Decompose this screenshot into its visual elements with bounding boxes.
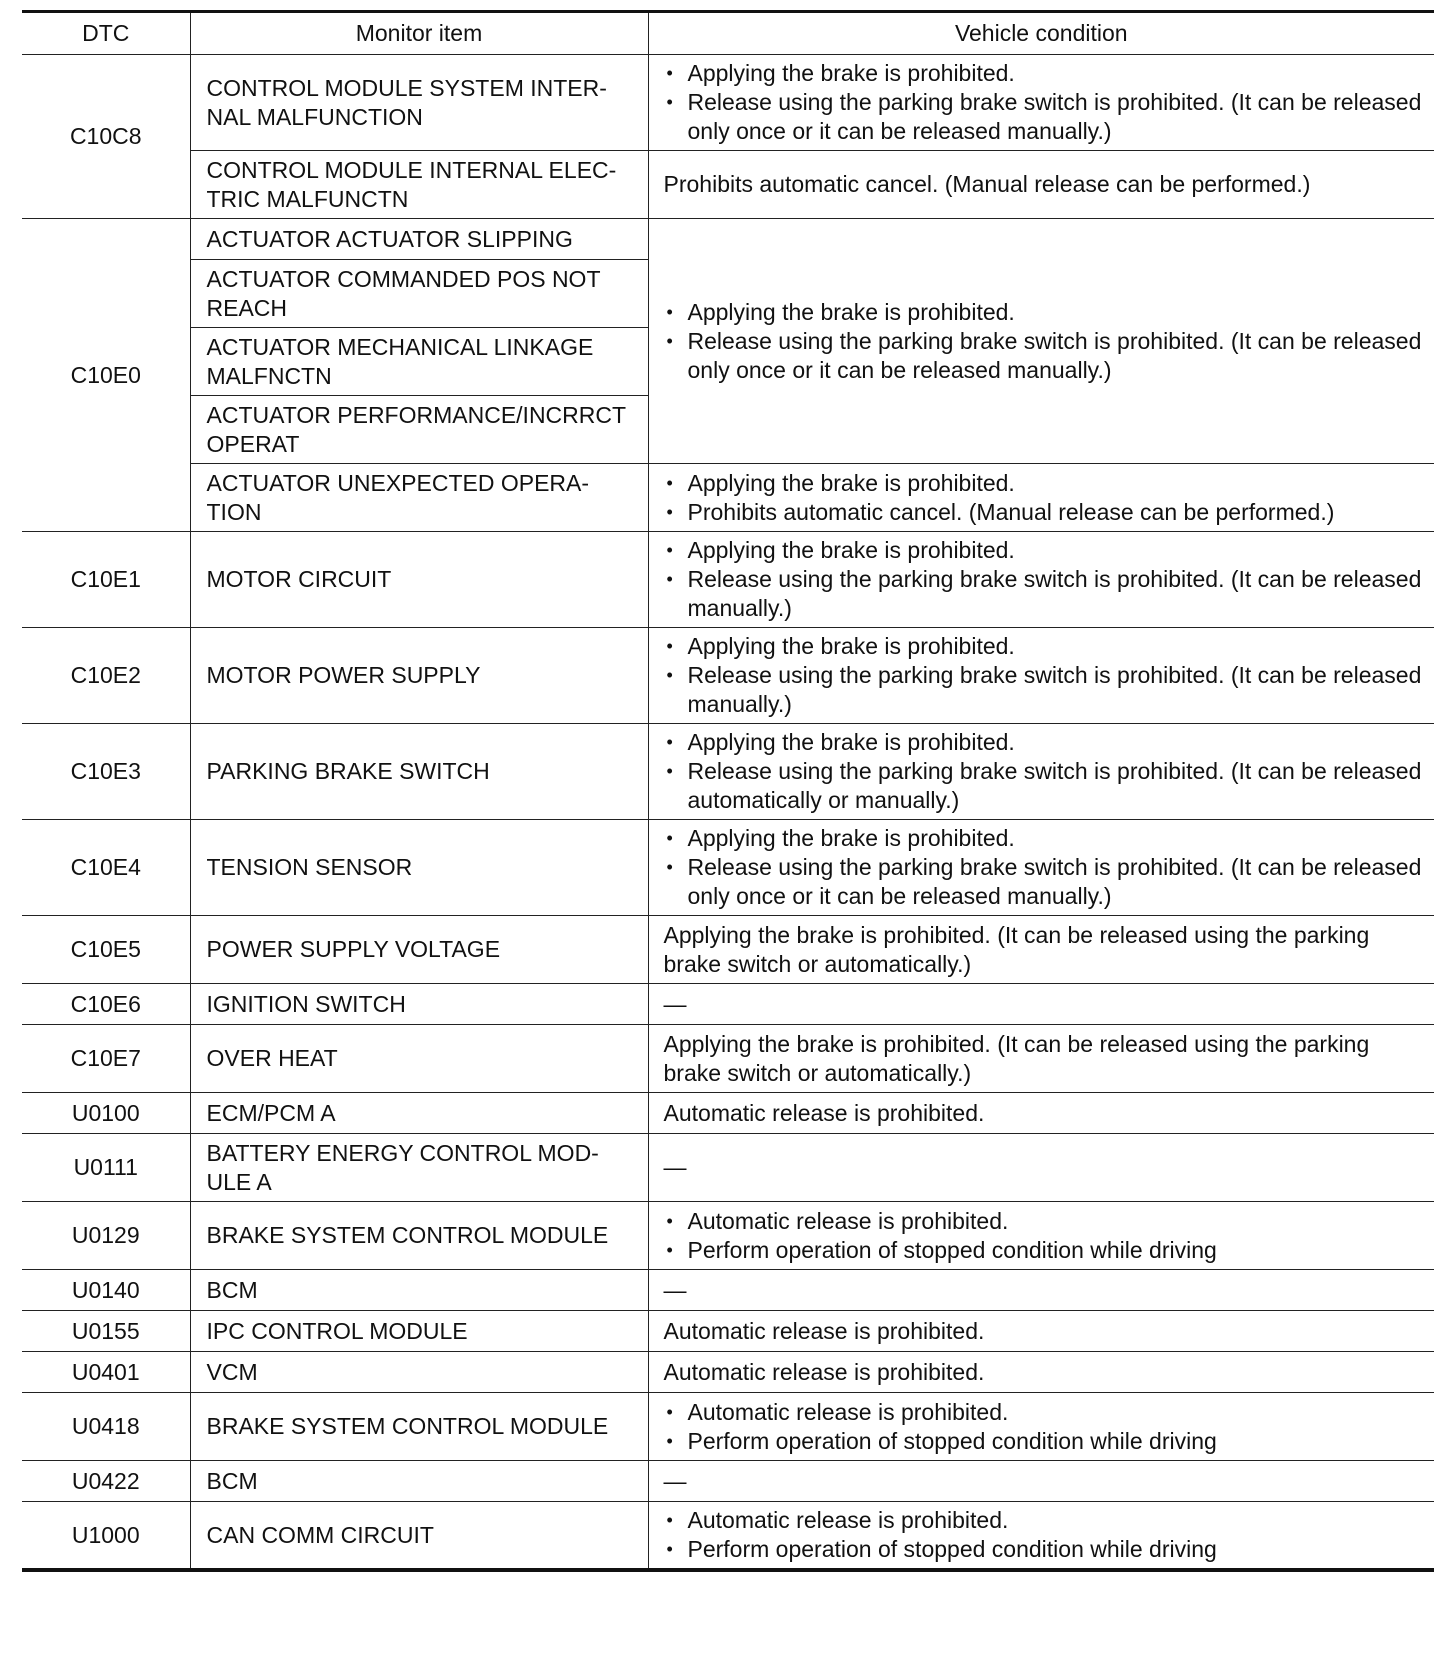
table-row: [22, 464, 1434, 532]
monitor-item: BCM: [190, 1270, 648, 1311]
monitor-item: MOTOR POWER SUPPLY: [190, 628, 648, 724]
monitor-item: TENSION SENSOR: [190, 820, 648, 916]
dtc-code: U0422: [22, 1461, 190, 1502]
condition-bullet: • Applying the brake is prohibited.: [664, 728, 1425, 757]
table-row: [22, 1025, 1434, 1093]
vehicle-condition: Automatic release is prohibited.: [648, 1352, 1434, 1393]
monitor-item: ACTUATOR PERFORMANCE/INCRRCT OPERAT: [190, 396, 648, 464]
monitor-item: IGNITION SWITCH: [190, 984, 648, 1025]
dtc-code: U0111: [22, 1134, 190, 1202]
dtc-code: U0155: [22, 1311, 190, 1352]
dtc-code: U0418: [22, 1393, 190, 1461]
condition-bullet: • Applying the brake is prohibited.: [664, 824, 1425, 853]
table-row: [22, 219, 1434, 260]
table-header-row: [22, 12, 1434, 55]
monitor-item: ECM/PCM A: [190, 1093, 648, 1134]
monitor-item: POWER SUPPLY VOLTAGE: [190, 916, 648, 984]
vehicle-condition: Automatic release is prohibited.: [648, 1311, 1434, 1352]
condition-bullet: • Applying the brake is prohibited.: [664, 632, 1425, 661]
dtc-code: U0140: [22, 1270, 190, 1311]
vehicle-condition: Applying the brake is prohibited. (It can be released using the parking brake switch or automatically.): [648, 916, 1434, 984]
dtc-code: C10E7: [22, 1025, 190, 1093]
vehicle-condition: [648, 532, 1434, 628]
dtc-code: C10E1: [22, 532, 190, 628]
table-row: [22, 55, 1434, 151]
table-row: [22, 1134, 1434, 1202]
condition-bullet: • Release using the parking brake switch is prohibited. (It can be released manually.): [664, 661, 1425, 719]
table-row: [22, 1270, 1434, 1311]
monitor-item: VCM: [190, 1352, 648, 1393]
dtc-code: C10E6: [22, 984, 190, 1025]
table-row: [22, 151, 1434, 219]
condition-bullet: • Applying the brake is prohibited.: [664, 536, 1425, 565]
monitor-item: MOTOR CIRCUIT: [190, 532, 648, 628]
monitor-item: BRAKE SYSTEM CONTROL MODULE: [190, 1202, 648, 1270]
condition-bullet: • Automatic release is prohibited.: [664, 1398, 1425, 1427]
condition-bullet: • Automatic release is prohibited.: [664, 1207, 1425, 1236]
monitor-item: ACTUATOR MECHANICAL LINKAGE MALFNCTN: [190, 328, 648, 396]
monitor-item: BCM: [190, 1461, 648, 1502]
vehicle-condition: [648, 1393, 1434, 1461]
condition-bullet: • Automatic release is prohibited.: [664, 1506, 1425, 1535]
monitor-item: ACTUATOR ACTUATOR SLIPPING: [190, 219, 648, 260]
dtc-table-wrapper: [22, 10, 1434, 1572]
monitor-item: CONTROL MODULE SYSTEM INTER-NAL MALFUNCTION: [190, 55, 648, 151]
vehicle-condition: —: [648, 984, 1434, 1025]
vehicle-condition: [648, 1202, 1434, 1270]
dtc-table: [22, 10, 1434, 1572]
vehicle-condition: Applying the brake is prohibited. (It can be released using the parking brake switch or automatically.): [648, 1025, 1434, 1093]
dtc-code: C10E5: [22, 916, 190, 984]
dtc-code: U1000: [22, 1502, 190, 1571]
condition-bullet: • Perform operation of stopped condition while driving: [664, 1535, 1425, 1564]
table-row: [22, 1093, 1434, 1134]
header-vehicle-condition: Vehicle condition: [648, 12, 1434, 55]
dtc-code: C10C8: [22, 55, 190, 219]
condition-bullet: • Release using the parking brake switch is prohibited. (It can be released only once or it can be released manually.): [664, 853, 1425, 911]
condition-bullet: • Perform operation of stopped condition while driving: [664, 1427, 1425, 1456]
vehicle-condition: —: [648, 1270, 1434, 1311]
condition-bullet: • Applying the brake is prohibited.: [664, 59, 1425, 88]
condition-bullet: • Release using the parking brake switch is prohibited. (It can be released only once or it can be released manually.): [664, 327, 1425, 385]
dtc-code: U0100: [22, 1093, 190, 1134]
vehicle-condition: —: [648, 1134, 1434, 1202]
table-row: [22, 1461, 1434, 1502]
condition-bullet: • Applying the brake is prohibited.: [664, 298, 1425, 327]
table-row: [22, 1393, 1434, 1461]
monitor-item: PARKING BRAKE SWITCH: [190, 724, 648, 820]
condition-bullet: • Release using the parking brake switch is prohibited. (It can be released automatically or manually.): [664, 757, 1425, 815]
table-row: [22, 1202, 1434, 1270]
header-monitor-item: Monitor item: [190, 12, 648, 55]
monitor-item: ACTUATOR UNEXPECTED OPERA-TION: [190, 464, 648, 532]
monitor-item: ACTUATOR COMMANDED POS NOT REACH: [190, 260, 648, 328]
monitor-item: CAN COMM CIRCUIT: [190, 1502, 648, 1571]
table-row: [22, 628, 1434, 724]
vehicle-condition: [648, 724, 1434, 820]
monitor-item: OVER HEAT: [190, 1025, 648, 1093]
table-row: [22, 724, 1434, 820]
table-row: [22, 916, 1434, 984]
dtc-code: U0401: [22, 1352, 190, 1393]
dtc-code: C10E2: [22, 628, 190, 724]
table-row: [22, 1352, 1434, 1393]
vehicle-condition: Prohibits automatic cancel. (Manual release can be performed.): [648, 151, 1434, 219]
dtc-code: U0129: [22, 1202, 190, 1270]
vehicle-condition: [648, 55, 1434, 151]
monitor-item: BATTERY ENERGY CONTROL MOD-ULE A: [190, 1134, 648, 1202]
table-row: [22, 820, 1434, 916]
condition-bullet: • Release using the parking brake switch is prohibited. (It can be released manually.): [664, 565, 1425, 623]
condition-bullet: • Prohibits automatic cancel. (Manual release can be performed.): [664, 498, 1425, 527]
vehicle-condition: [648, 464, 1434, 532]
monitor-item: IPC CONTROL MODULE: [190, 1311, 648, 1352]
dtc-code: C10E4: [22, 820, 190, 916]
vehicle-condition: [648, 820, 1434, 916]
vehicle-condition: [648, 628, 1434, 724]
condition-bullet: • Perform operation of stopped condition while driving: [664, 1236, 1425, 1265]
table-row: [22, 984, 1434, 1025]
monitor-item: CONTROL MODULE INTERNAL ELEC-TRIC MALFUNCTN: [190, 151, 648, 219]
header-dtc: DTC: [22, 12, 190, 55]
dtc-code: C10E0: [22, 219, 190, 532]
table-row: [22, 1502, 1434, 1571]
condition-bullet: • Release using the parking brake switch is prohibited. (It can be released only once or it can be released manually.): [664, 88, 1425, 146]
table-row: [22, 1311, 1434, 1352]
condition-bullet: • Applying the brake is prohibited.: [664, 469, 1425, 498]
table-row: [22, 532, 1434, 628]
dtc-code: C10E3: [22, 724, 190, 820]
vehicle-condition: [648, 1502, 1434, 1571]
vehicle-condition: Automatic release is prohibited.: [648, 1093, 1434, 1134]
vehicle-condition: [648, 219, 1434, 464]
monitor-item: BRAKE SYSTEM CONTROL MODULE: [190, 1393, 648, 1461]
vehicle-condition: —: [648, 1461, 1434, 1502]
